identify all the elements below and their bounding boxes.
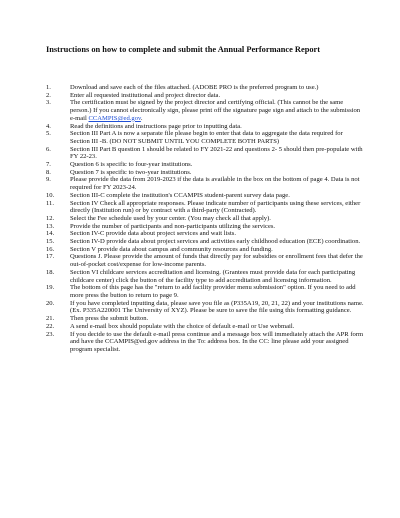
instruction-number: 2. [46,91,51,99]
instruction-number: 6. [46,145,51,153]
instruction-text [70,99,364,122]
instruction-text-body: Section IV-C provide data about project services and wait lists. [70,230,237,238]
instruction-item [46,323,364,331]
instruction-item [46,269,364,284]
instruction-item [46,215,364,223]
instruction-text-body: Section VI childcare services accreditation and licensing. (Grantees must provide data for each participating childcare center) click the button of the facility type to add accreditation and licensing information. [70,268,356,284]
instruction-text [70,176,364,191]
instruction-number: 12. [46,214,55,222]
instruction-item [46,161,364,169]
instruction-text [70,92,364,100]
instruction-item [46,84,364,92]
instruction-text-body: Section III Part B question 1 should be related to FY 2021-22 and questions 2- 5 should then pre-populate with FY 22-23. [70,145,363,161]
instruction-number: 5. [46,130,51,138]
instruction-text-body: Section IV Check all appropriate responses. Please indicate number of participants using these services, either directly (Institution run) or by contract with a third-party (Contracted). [70,199,361,215]
instruction-number: 23. [46,330,55,338]
instruction-item [46,284,364,299]
instruction-number: 10. [46,191,55,199]
instruction-text [70,300,364,315]
instruction-number: 16. [46,245,55,253]
instruction-number: 4. [46,122,51,130]
instruction-text [70,123,364,131]
instruction-text-body: Section V provide data about campus and community resources and funding. [70,245,273,253]
instruction-text [70,246,364,254]
instruction-item [46,331,364,354]
instruction-text [70,200,364,215]
instruction-item [46,99,364,122]
instruction-text [70,130,364,145]
instruction-text [70,146,364,161]
instruction-item [46,230,364,238]
instruction-text [70,169,364,177]
instruction-text [70,269,364,284]
instruction-number: 22. [46,322,55,330]
instruction-number: 15. [46,238,55,246]
instruction-number: 18. [46,268,55,276]
instruction-text [70,323,364,331]
instruction-item [46,315,364,323]
instruction-text-body: Section III-C complete the institution's CCAMPIS student-parent survey data page. [70,191,290,199]
instruction-text-tail: . [140,114,143,122]
instruction-list [46,84,364,354]
instruction-text-body: Question 6 is specific to four-year institutions. [70,161,193,169]
instruction-text-body: Provide the number of participants and non-participants utilizing the services. [70,222,276,230]
instruction-text-body: If you have completed inputting data, please save you file as (P335A19, 20, 21, 22) and your institutions name. (Ex. P335A220001 The University of XYZ). Please be sure to save the file using this formatting guidance. [70,299,364,315]
instruction-number: 11. [46,199,54,207]
instruction-text [70,161,364,169]
instruction-text [70,230,364,238]
instruction-number: 3. [46,99,51,107]
instruction-text [70,284,364,299]
instruction-text [70,331,364,354]
instruction-item [46,169,364,177]
instruction-text-body: The bottom of this page has the "return to add facility provider menu submission" option. If you need to add more press the button to return to page 9. [70,284,356,299]
instruction-text-body: Section III Part A is now a separate file please begin to enter that data to aggregate the data required for Section III -B. (DO NOT SUBMIT UNTIL YOU COMPLETE BOTH PARTS) [70,130,343,145]
instruction-text [70,84,364,92]
instruction-text-body: A send e-mail box should populate with the choice of default e-mail or Use webmail. [70,322,295,330]
instruction-text-body: Section IV-D provide data about project services and activities early childhood education (ECE) coordination. [70,238,361,246]
instruction-number: 8. [46,168,51,176]
instruction-text-body: Read the definitions and instructions page prior to inputting data. [70,122,242,130]
instruction-number: 20. [46,299,55,307]
instruction-item [46,200,364,215]
instruction-number: 17. [46,253,55,261]
instruction-text-body: Questions J. Please provide the amount of funds that directly pay for subsidies or enrollment fees that defer the out-of-pocket cost/expense for low-income parents. [70,253,363,269]
instruction-text-body: Question 7 is specific to two-year institutions. [70,168,192,176]
instruction-item [46,192,364,200]
instruction-text [70,238,364,246]
instruction-text [70,192,364,200]
instruction-text [70,315,364,323]
instruction-text-body: If you decide to use the default e-mail press continue and a message box will immediately attach the APR form and have the CCAMPIS@ed.gov address in the To: address box. In the CC: line please add your assigned program specialist. [70,330,364,353]
instruction-text [70,223,364,231]
instruction-text [70,253,364,268]
instruction-item [46,300,364,315]
instruction-text-body: Then press the submit button. [70,315,149,323]
instruction-item [46,92,364,100]
instruction-item [46,223,364,231]
email-link[interactable]: CCAMPIS@ed.gov [88,114,141,122]
instruction-text-body: Select the Fee schedule used by your center. (You may check all that apply). [70,214,271,222]
instruction-item [46,130,364,145]
instruction-text-body: Enter all requested institutional and project director data. [70,91,221,99]
instruction-item [46,176,364,191]
instruction-item [46,253,364,268]
instruction-item [46,123,364,131]
instruction-text [70,215,364,223]
instruction-number: 14. [46,230,55,238]
instruction-item [46,246,364,254]
instruction-number: 21. [46,315,55,323]
instruction-number: 9. [46,176,51,184]
instruction-number: 19. [46,284,55,292]
instruction-text-body: Please provide the data from 2019-2023 if the data is available in the box on the bottom of page 4. Data is not required for FY 2023-24. [70,176,360,192]
instruction-item [46,238,364,246]
instruction-text-body: The certification must be signed by the project director and certifying official. (This cannot be the same person.) If you cannot electronically sign, please print off the signature page sign and attach to the submission e-mail [70,99,361,122]
document-title: Instructions on how to complete and submit the Annual Performance Report [46,45,321,54]
instruction-item [46,146,364,161]
instruction-text-body: Download and save each of the files attached. (ADOBE PRO is the preferred program to use.) [70,84,319,91]
instruction-number: 7. [46,161,51,169]
instruction-number: 13. [46,222,55,230]
instruction-number: 1. [46,84,51,91]
